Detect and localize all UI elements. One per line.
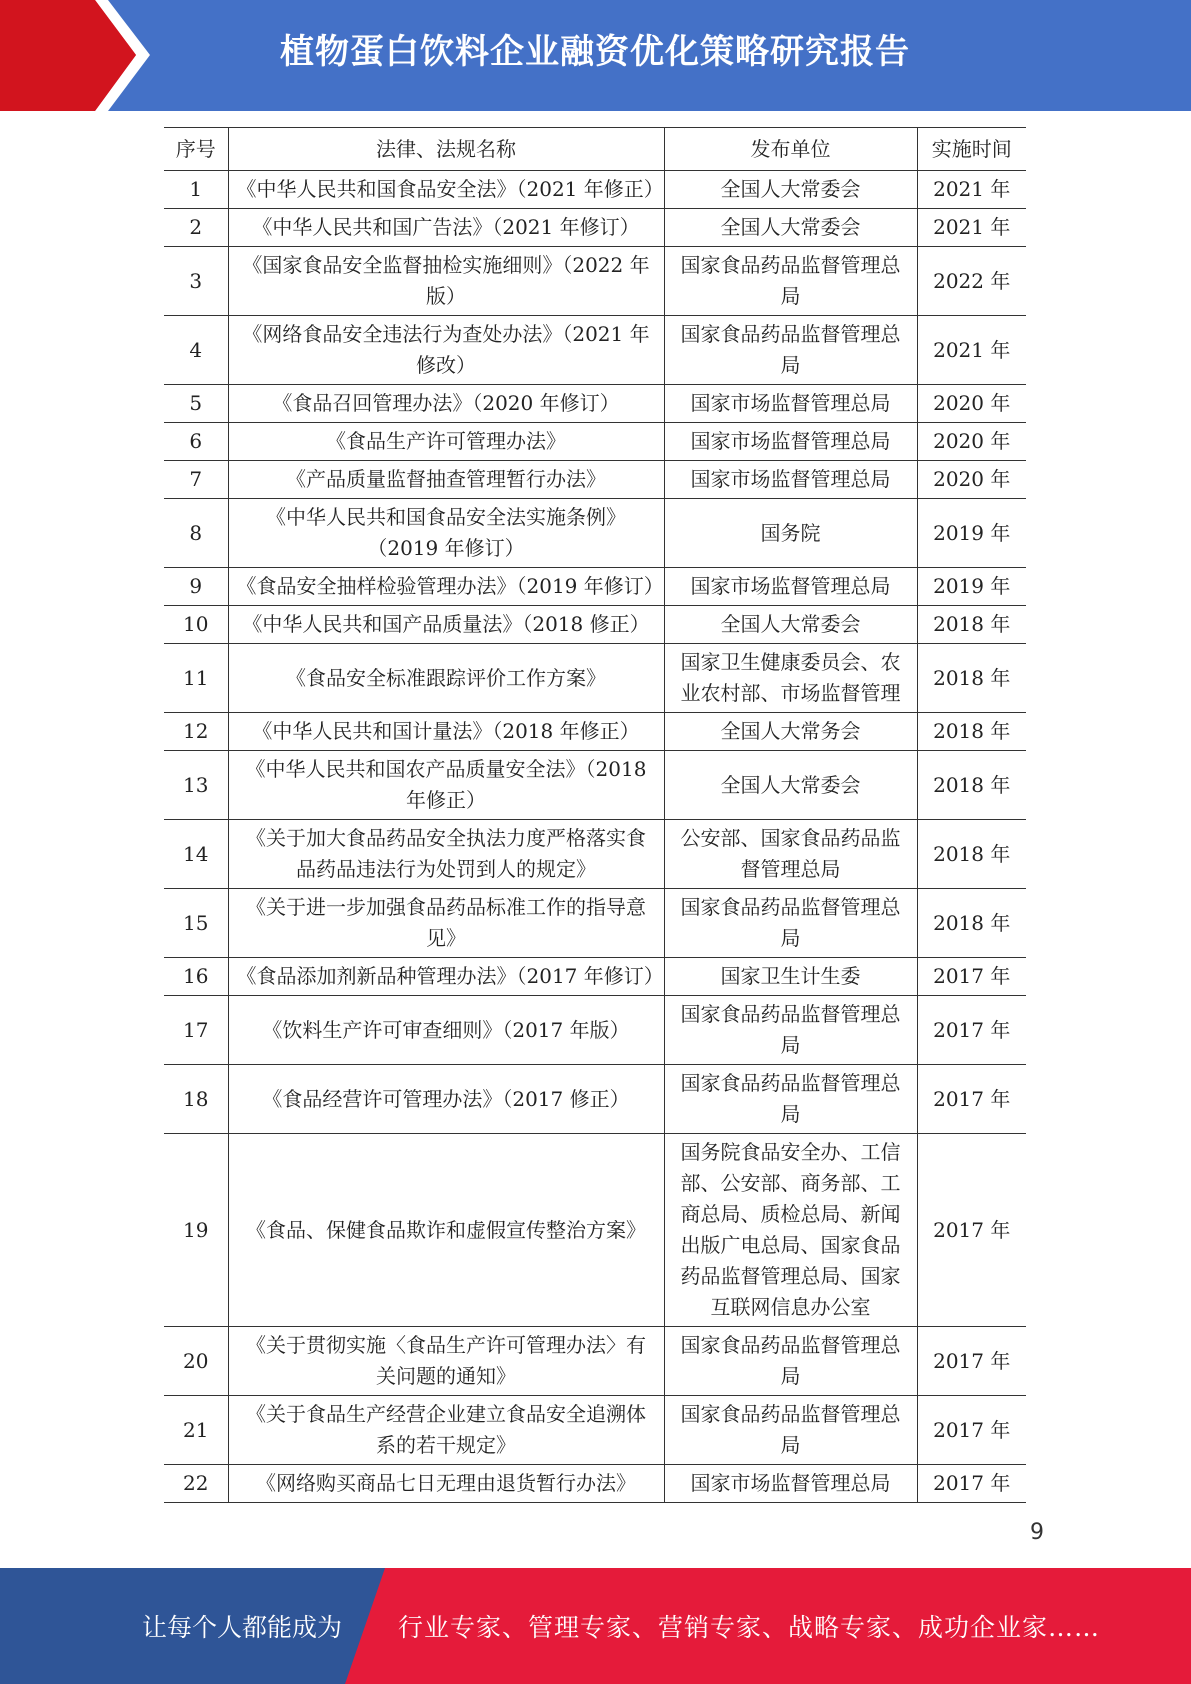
issuer-cell: 全国人大常委会: [664, 751, 917, 820]
effective-date-cell: 2017 年: [917, 996, 1026, 1065]
column-header-law-name: 法律、法规名称: [228, 128, 664, 171]
effective-date-cell: 2017 年: [917, 1465, 1026, 1503]
effective-date-cell: 2018 年: [917, 751, 1026, 820]
page-footer: [0, 1568, 1191, 1684]
table-row: [164, 1465, 1026, 1503]
table-row: [164, 1327, 1026, 1396]
effective-date-cell: 2017 年: [917, 1327, 1026, 1396]
issuer-cell: 国家食品药品监督管理总局: [664, 889, 917, 958]
regulations-table: [164, 127, 1026, 1503]
table-row: [164, 1065, 1026, 1134]
issuer-cell: 国家食品药品监督管理总局: [664, 247, 917, 316]
row-index-cell: 4: [164, 316, 228, 385]
column-header-index: 序号: [164, 128, 228, 171]
law-name-cell: 《关于加大食品药品安全执法力度严格落实食品药品违法行为处罚到人的规定》: [228, 820, 664, 889]
law-name-cell: 《中华人民共和国农产品质量安全法》（2018 年修正）: [228, 751, 664, 820]
issuer-cell: 国家市场监督管理总局: [664, 385, 917, 423]
row-index-cell: 2: [164, 209, 228, 247]
effective-date-cell: 2019 年: [917, 499, 1026, 568]
table-row: [164, 606, 1026, 644]
table-row: [164, 385, 1026, 423]
table-row: [164, 423, 1026, 461]
row-index-cell: 6: [164, 423, 228, 461]
law-name-cell: 《关于进一步加强食品药品标准工作的指导意见》: [228, 889, 664, 958]
page-number: 9: [1030, 1520, 1044, 1545]
table-row: [164, 996, 1026, 1065]
row-index-cell: 13: [164, 751, 228, 820]
law-name-cell: 《中华人民共和国食品安全法实施条例》（2019 年修订）: [228, 499, 664, 568]
row-index-cell: 3: [164, 247, 228, 316]
effective-date-cell: 2018 年: [917, 713, 1026, 751]
table-row: [164, 316, 1026, 385]
law-name-cell: 《食品添加剂新品种管理办法》（2017 年修订）: [228, 958, 664, 996]
effective-date-cell: 2021 年: [917, 316, 1026, 385]
law-name-cell: 《产品质量监督抽查管理暂行办法》: [228, 461, 664, 499]
column-header-effective-date: 实施时间: [917, 128, 1026, 171]
row-index-cell: 5: [164, 385, 228, 423]
issuer-cell: 国家市场监督管理总局: [664, 568, 917, 606]
row-index-cell: 15: [164, 889, 228, 958]
row-index-cell: 11: [164, 644, 228, 713]
table-row: [164, 568, 1026, 606]
row-index-cell: 16: [164, 958, 228, 996]
table-row: [164, 1134, 1026, 1327]
report-title: 植物蛋白饮料企业融资优化策略研究报告: [280, 32, 910, 72]
law-name-cell: 《关于贯彻实施〈食品生产许可管理办法〉有关问题的通知》: [228, 1327, 664, 1396]
issuer-cell: 国家食品药品监督管理总局: [664, 1396, 917, 1465]
effective-date-cell: 2021 年: [917, 209, 1026, 247]
row-index-cell: 22: [164, 1465, 228, 1503]
row-index-cell: 21: [164, 1396, 228, 1465]
row-index-cell: 1: [164, 171, 228, 209]
table-row: [164, 209, 1026, 247]
law-name-cell: 《中华人民共和国计量法》（2018 年修正）: [228, 713, 664, 751]
row-index-cell: 17: [164, 996, 228, 1065]
table-row: [164, 958, 1026, 996]
row-index-cell: 7: [164, 461, 228, 499]
effective-date-cell: 2020 年: [917, 423, 1026, 461]
table-row: [164, 889, 1026, 958]
issuer-cell: 全国人大常委会: [664, 171, 917, 209]
issuer-cell: 国务院: [664, 499, 917, 568]
regulations-table-container: [164, 127, 1026, 1503]
issuer-cell: 国家市场监督管理总局: [664, 1465, 917, 1503]
effective-date-cell: 2018 年: [917, 606, 1026, 644]
row-index-cell: 9: [164, 568, 228, 606]
issuer-cell: 全国人大常务会: [664, 713, 917, 751]
table-body: [164, 171, 1026, 1503]
law-name-cell: 《中华人民共和国广告法》（2021 年修订）: [228, 209, 664, 247]
issuer-cell: 全国人大常委会: [664, 209, 917, 247]
law-name-cell: 《食品安全抽样检验管理办法》（2019 年修订）: [228, 568, 664, 606]
effective-date-cell: 2020 年: [917, 385, 1026, 423]
table-row: [164, 644, 1026, 713]
table-row: [164, 461, 1026, 499]
issuer-cell: 国家卫生计生委: [664, 958, 917, 996]
law-name-cell: 《国家食品安全监督抽检实施细则》（2022 年版）: [228, 247, 664, 316]
effective-date-cell: 2017 年: [917, 1134, 1026, 1327]
law-name-cell: 《饮料生产许可审查细则》（2017 年版）: [228, 996, 664, 1065]
issuer-cell: 国家市场监督管理总局: [664, 461, 917, 499]
effective-date-cell: 2017 年: [917, 1396, 1026, 1465]
law-name-cell: 《网络购买商品七日无理由退货暂行办法》: [228, 1465, 664, 1503]
effective-date-cell: 2018 年: [917, 644, 1026, 713]
row-index-cell: 19: [164, 1134, 228, 1327]
law-name-cell: 《食品经营许可管理办法》（2017 修正）: [228, 1065, 664, 1134]
table-row: [164, 751, 1026, 820]
law-name-cell: 《食品安全标准跟踪评价工作方案》: [228, 644, 664, 713]
row-index-cell: 10: [164, 606, 228, 644]
issuer-cell: 公安部、国家食品药品监督管理总局: [664, 820, 917, 889]
issuer-cell: 国家食品药品监督管理总局: [664, 996, 917, 1065]
law-name-cell: 《中华人民共和国食品安全法》（2021 年修正）: [228, 171, 664, 209]
table-row: [164, 820, 1026, 889]
effective-date-cell: 2018 年: [917, 820, 1026, 889]
effective-date-cell: 2022 年: [917, 247, 1026, 316]
effective-date-cell: 2017 年: [917, 1065, 1026, 1134]
table-header-row: [164, 128, 1026, 171]
effective-date-cell: 2018 年: [917, 889, 1026, 958]
page-header: [0, 0, 1191, 111]
law-name-cell: 《食品生产许可管理办法》: [228, 423, 664, 461]
law-name-cell: 《食品召回管理办法》（2020 年修订）: [228, 385, 664, 423]
table-row: [164, 713, 1026, 751]
law-name-cell: 《关于食品生产经营企业建立食品安全追溯体系的若干规定》: [228, 1396, 664, 1465]
issuer-cell: 国家食品药品监督管理总局: [664, 1327, 917, 1396]
issuer-cell: 国家市场监督管理总局: [664, 423, 917, 461]
table-row: [164, 499, 1026, 568]
row-index-cell: 12: [164, 713, 228, 751]
table-row: [164, 247, 1026, 316]
issuer-cell: 国务院食品安全办、工信部、公安部、商务部、工商总局、质检总局、新闻出版广电总局、国家食品药品监督管理总局、国家互联网信息办公室: [664, 1134, 917, 1327]
issuer-cell: 国家食品药品监督管理总局: [664, 316, 917, 385]
law-name-cell: 《中华人民共和国产品质量法》（2018 修正）: [228, 606, 664, 644]
footer-slogan-left: 让每个人都能成为: [142, 1613, 343, 1642]
row-index-cell: 20: [164, 1327, 228, 1396]
row-index-cell: 8: [164, 499, 228, 568]
law-name-cell: 《网络食品安全违法行为查处办法》（2021 年修改）: [228, 316, 664, 385]
effective-date-cell: 2019 年: [917, 568, 1026, 606]
effective-date-cell: 2017 年: [917, 958, 1026, 996]
effective-date-cell: 2020 年: [917, 461, 1026, 499]
table-row: [164, 171, 1026, 209]
column-header-issuer: 发布单位: [664, 128, 917, 171]
row-index-cell: 14: [164, 820, 228, 889]
effective-date-cell: 2021 年: [917, 171, 1026, 209]
issuer-cell: 国家卫生健康委员会、农业农村部、市场监督管理: [664, 644, 917, 713]
issuer-cell: 全国人大常委会: [664, 606, 917, 644]
law-name-cell: 《食品、保健食品欺诈和虚假宣传整治方案》: [228, 1134, 664, 1327]
table-row: [164, 1396, 1026, 1465]
issuer-cell: 国家食品药品监督管理总局: [664, 1065, 917, 1134]
footer-slogan-right: 行业专家、管理专家、营销专家、战略专家、成功企业家……: [398, 1613, 1101, 1642]
row-index-cell: 18: [164, 1065, 228, 1134]
